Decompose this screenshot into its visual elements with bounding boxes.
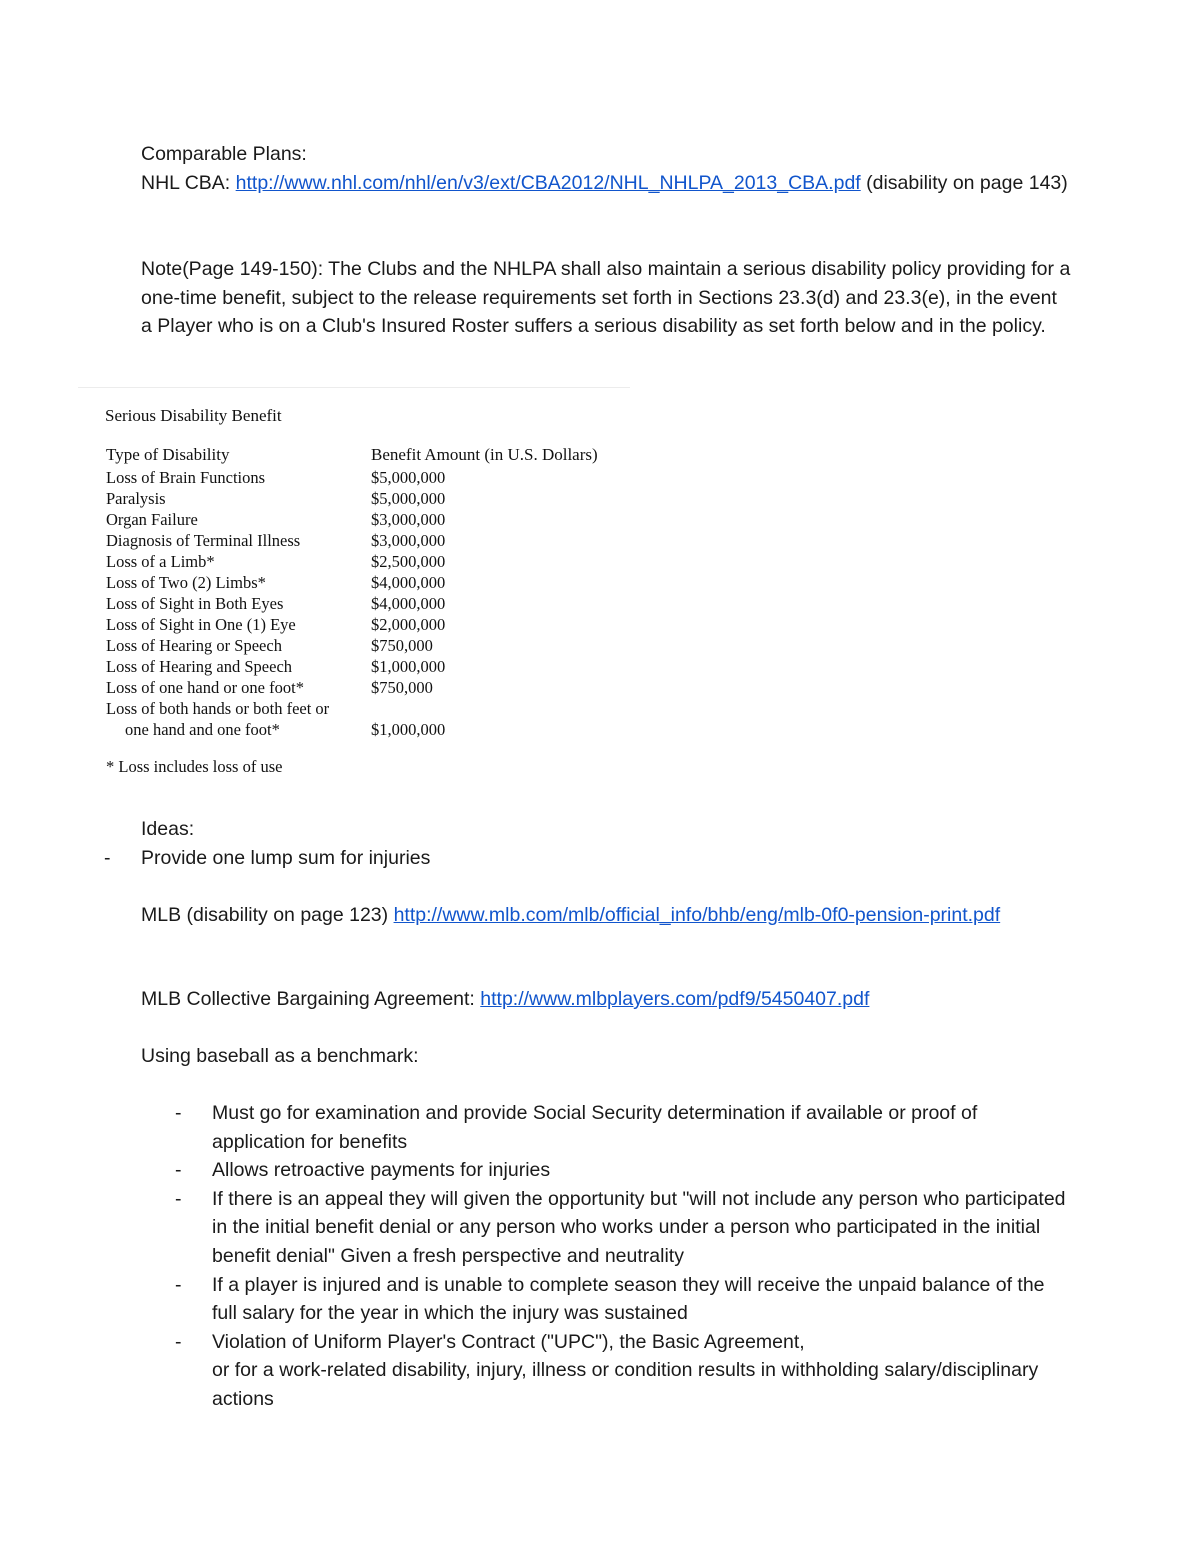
list-dash: - — [175, 1187, 182, 1210]
serious-disability-benefit-table — [78, 387, 630, 788]
table-row — [106, 572, 626, 593]
mlb-cba-link[interactable]: http://www.mlbplayers.com/pdf9/5450407.pdf — [480, 988, 870, 1010]
benchmark-heading: Using baseball as a benchmark: — [141, 1045, 419, 1067]
benefit-amount: $1,000,000 — [371, 720, 446, 739]
benefit-amount: $4,000,000 — [371, 594, 446, 613]
list-dash: - — [175, 1102, 182, 1124]
list-item — [141, 1099, 1071, 1156]
benefit-amount: $750,000 — [371, 678, 433, 697]
list-dash: - — [175, 1330, 182, 1353]
disability-type: Diagnosis of Terminal Illness — [106, 531, 301, 550]
list-item — [141, 1185, 1071, 1271]
table-row — [106, 677, 626, 698]
list-dash: - — [175, 1273, 182, 1296]
benefit-amount: $5,000,000 — [371, 468, 446, 487]
disability-type: Loss of Two (2) Limbs* — [106, 573, 266, 592]
benefit-amount: $2,500,000 — [371, 552, 446, 571]
disability-type: Paralysis — [106, 489, 166, 508]
disability-type: Organ Failure — [106, 510, 198, 529]
benchmark-section — [141, 1042, 1071, 1071]
table-row — [106, 509, 626, 530]
list-dash: - — [175, 1159, 182, 1182]
comparable-plans-heading: Comparable Plans: — [141, 143, 307, 165]
nhl-cba-link[interactable]: http://www.nhl.com/nhl/en/v3/ext/CBA2012/NHL_NHLPA_2013_CBA.pdf — [235, 171, 861, 194]
mlb-line — [141, 901, 1071, 930]
table-title: Serious Disability Benefit — [105, 406, 282, 425]
nhl-cba-line — [141, 169, 1071, 198]
disability-type: Loss of one hand or one foot* — [106, 678, 304, 697]
list-item-text: Must go for examination and provide Social Security determination if available or proof of application for benefits — [212, 1102, 978, 1153]
mlb-cba-section — [141, 985, 1071, 1014]
benefit-amount: $3,000,000 — [371, 531, 446, 550]
list-item-text: Violation of Uniform Player's Contract ("UPC"), the Basic Agreement, — [212, 1330, 805, 1353]
comparable-plans-section — [141, 140, 1071, 197]
benefit-amount: $4,000,000 — [371, 573, 446, 592]
note-section — [141, 255, 1071, 341]
mlb-prefix: MLB (disability on page 123) — [141, 904, 394, 926]
table-row — [106, 614, 626, 635]
table-row — [106, 635, 626, 656]
table-row — [106, 467, 626, 488]
disability-type: Loss of Hearing or Speech — [106, 636, 282, 655]
benefit-amount: $2,000,000 — [371, 615, 446, 634]
disability-type-line1: Loss of both hands or both feet or — [106, 699, 330, 718]
mlb-cba-prefix: MLB Collective Bargaining Agreement: — [141, 988, 481, 1010]
table-row — [106, 530, 626, 551]
nhl-cba-prefix: NHL CBA: — [141, 171, 236, 194]
list-item-text: Provide one lump sum for injuries — [141, 846, 431, 869]
disability-type: Loss of Sight in Both Eyes — [106, 594, 284, 613]
note-paragraph: Note(Page 149-150): The Clubs and the NHLPA shall also maintain a serious disability policy providing for a one-time benefit, subject to the release requirements set forth in Sections 23.3(d) and 23.3(e), in the event a Player who is on a Club's Insured Roster suffers a serious disability as set forth below and in the policy. — [141, 258, 1071, 338]
disability-type: Loss of Hearing and Speech — [106, 657, 293, 676]
ideas-section — [104, 815, 1071, 872]
disability-type-line2: one hand and one foot* — [125, 720, 280, 739]
list-item-text: Allows retroactive payments for injuries — [212, 1159, 551, 1182]
list-item-text: If a player is injured and is unable to complete season they will receive the unpaid balance of the full salary for the year in which the injury was sustained — [212, 1273, 1045, 1325]
table-row — [106, 698, 626, 719]
benefit-amount: $750,000 — [371, 636, 433, 655]
mlb-section — [141, 901, 1071, 930]
column-header-type: Type of Disability — [106, 445, 230, 464]
benchmark-list — [141, 1099, 1071, 1414]
list-dash: - — [104, 846, 111, 869]
list-item — [141, 1328, 1071, 1414]
list-item-continuation: or for a work-related disability, injury, illness or condition results in withholding salary/disciplinary actions — [212, 1359, 1039, 1410]
benefit-amount: $5,000,000 — [371, 489, 446, 508]
list-item — [141, 1271, 1071, 1328]
table-footnote: * Loss includes loss of use — [106, 757, 283, 776]
list-item — [70, 844, 1071, 873]
benefit-amount: $3,000,000 — [371, 510, 446, 529]
disability-type: Loss of Sight in One (1) Eye — [106, 615, 296, 634]
disability-type: Loss of a Limb* — [106, 552, 215, 571]
list-item — [141, 1156, 1071, 1185]
table-row — [106, 719, 626, 740]
ideas-heading: Ideas: — [141, 818, 195, 840]
list-item-text: If there is an appeal they will given the opportunity but "will not include any person who participated in the initial benefit denial or any person who works under a person who participated in the initial benefit denial" Given a fresh perspective and neutrality — [212, 1187, 1066, 1267]
nhl-cba-suffix: (disability on page 143) — [860, 171, 1068, 194]
benefit-amount: $1,000,000 — [371, 657, 446, 676]
disability-type: Loss of Brain Functions — [106, 468, 266, 487]
table-row — [106, 593, 626, 614]
table-row — [106, 656, 626, 677]
table-row — [106, 488, 626, 509]
mlb-cba-line — [141, 985, 1071, 1014]
mlb-pension-link[interactable]: http://www.mlb.com/mlb/official_info/bhb/eng/mlb-0f0-pension-print.pdf — [393, 904, 1001, 926]
column-header-amount: Benefit Amount (in U.S. Dollars) — [371, 445, 598, 464]
table-row — [106, 551, 626, 572]
